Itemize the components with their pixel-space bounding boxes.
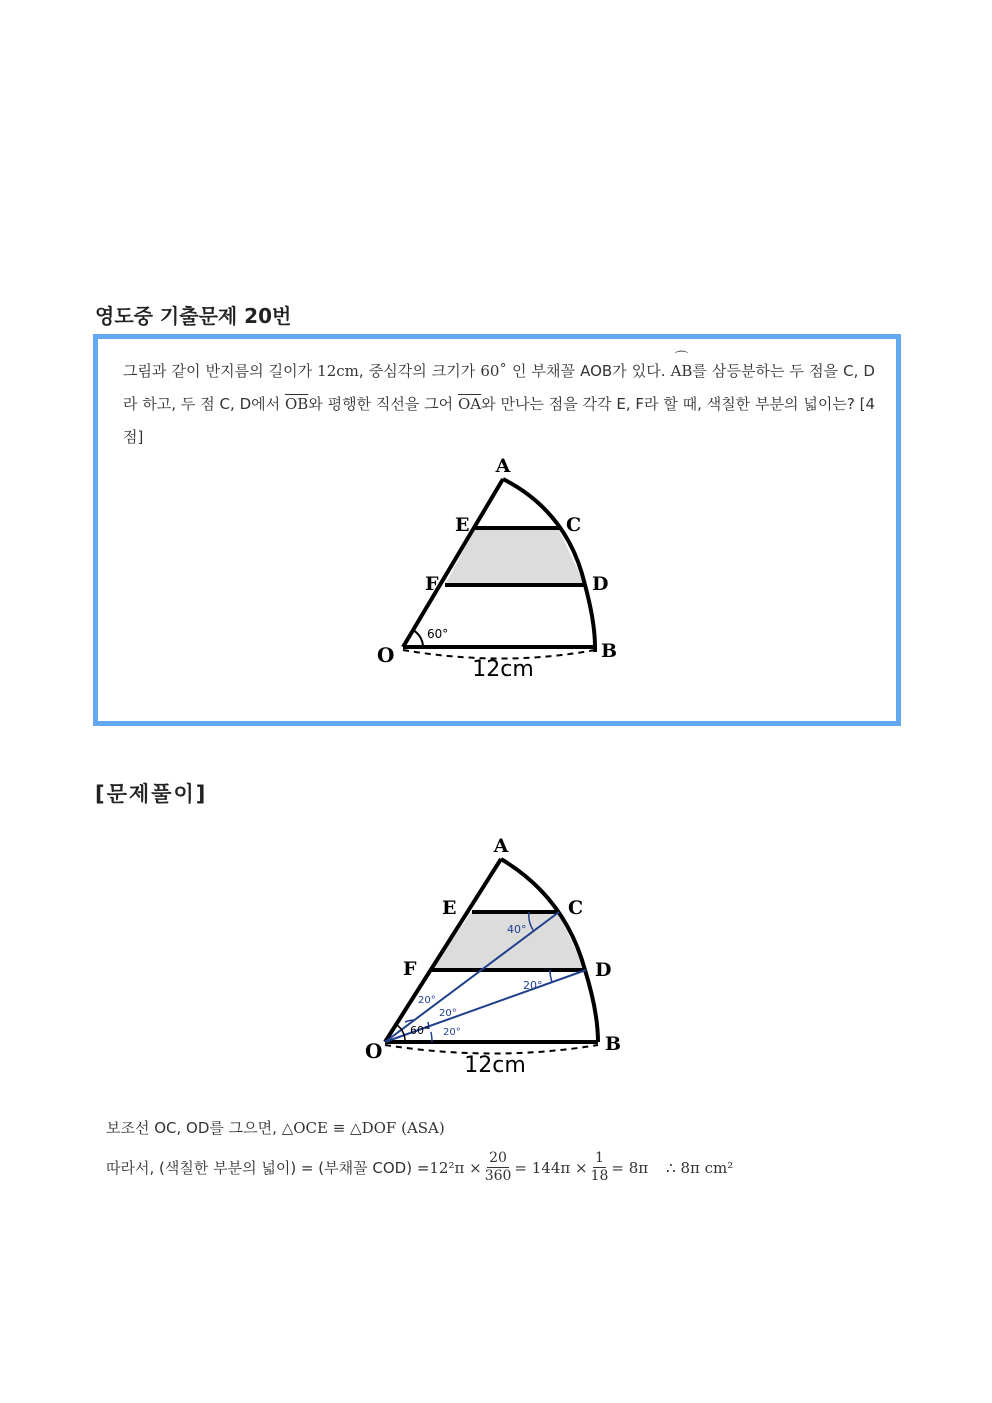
solution-title: [문제풀이] <box>95 782 208 806</box>
fraction-2 <box>591 1150 609 1185</box>
label-o: O <box>365 1039 383 1063</box>
math-term-1: 12²π × <box>429 1158 482 1177</box>
angle-label: 60° <box>427 627 449 641</box>
angle-value: 60˚ <box>480 362 507 380</box>
final-answer: ∴ 8π cm² <box>666 1158 734 1177</box>
math-term-3: = 8π <box>611 1158 649 1177</box>
angle-a1: 20° <box>418 995 436 1006</box>
sector-figure-solution <box>355 832 635 1082</box>
fraction-2-numerator: 1 <box>595 1150 604 1166</box>
label-c: C <box>568 897 584 919</box>
problem-text-5: 와 평행한 직선을 그어 <box>308 395 458 413</box>
radius-label: 12cm <box>464 1053 526 1078</box>
radius-label: 12cm <box>472 657 534 682</box>
shaded-region <box>430 912 585 970</box>
problem-text-3: 인 부채꼴 AOB가 있다. <box>506 362 671 380</box>
solution-line2-text: 따라서, (색칠한 부분의 넓이) = (부채꼴 COD) = <box>106 1159 430 1177</box>
label-d: D <box>592 573 609 595</box>
label-e: E <box>455 514 470 536</box>
fraction-2-denominator: 18 <box>590 1168 609 1184</box>
label-b: B <box>605 1033 622 1055</box>
angle-fd: 20° <box>523 979 543 992</box>
problem-box <box>93 334 901 726</box>
fraction-1 <box>485 1150 512 1185</box>
angle-a2: 20° <box>439 1008 457 1019</box>
fraction-1-denominator: 360 <box>484 1168 512 1184</box>
angle-a3: 20° <box>443 1027 461 1038</box>
label-f: F <box>425 573 439 595</box>
radius-value: 12cm <box>317 362 359 380</box>
angle-center: 60° <box>410 1024 430 1037</box>
math-term-2: = 144π × <box>514 1158 588 1177</box>
label-e: E <box>442 897 457 919</box>
solution-line-2 <box>106 1150 733 1185</box>
label-b: B <box>601 640 618 662</box>
segment-oa: $\overline{OA}$ <box>458 395 482 413</box>
label-d: D <box>595 959 612 981</box>
sector-figure-problem <box>363 452 643 687</box>
problem-text-2: , 중심각의 크기가 <box>358 362 481 380</box>
angle-ec: 40° <box>507 923 527 936</box>
fraction-1-numerator: 20 <box>489 1150 507 1166</box>
solution-line-1 <box>106 1117 445 1138</box>
problem-title: 영도중 기출문제 20번 <box>95 304 292 328</box>
problem-text <box>123 355 875 454</box>
congruence-statement: △OCE ≡ △DOF (ASA) <box>281 1119 445 1137</box>
problem-text-4: 를 삼등분하는 두 점을 C, D라 하고, 두 점 C, D에서 <box>123 362 875 413</box>
solution-line1-text: 보조선 OC, OD를 그으면, <box>106 1119 282 1137</box>
problem-text-6: 와 만나는 점을 각각 E, F라 할 때, 색칠한 부분의 넓이는? [4점] <box>123 395 876 446</box>
label-o: O <box>377 643 395 667</box>
arc-ab: ⌒ AB <box>671 355 693 388</box>
problem-text-1: 그림과 같이 반지름의 길이가 <box>123 362 318 380</box>
label-c: C <box>566 514 582 536</box>
label-f: F <box>403 958 417 980</box>
angle-mark <box>413 630 423 647</box>
label-a: A <box>495 455 511 477</box>
segment-ob: $\overline{OB}$ <box>284 395 309 413</box>
label-a: A <box>493 835 509 857</box>
